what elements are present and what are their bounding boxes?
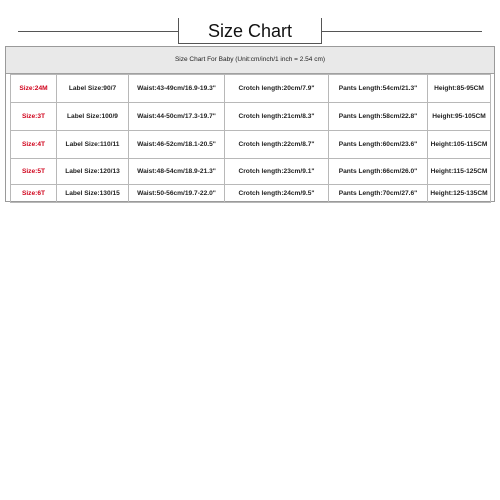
crotch-length-cell: Crotch length:23cm/9.1"	[225, 159, 329, 185]
waist-cell: Waist:48-54cm/18.9-21.3"	[129, 159, 225, 185]
size-table	[10, 74, 491, 203]
waist-cell: Waist:46-52cm/18.1-20.5"	[129, 131, 225, 159]
pants-length-cell: Pants Length:66cm/26.0"	[329, 159, 428, 185]
page-title: Size Chart	[178, 18, 322, 44]
table-caption: Size Chart For Baby (Unit:cm/inch/1 inch = 2.54 cm)	[6, 47, 494, 74]
label-size-cell: Label Size:90/7	[57, 75, 129, 103]
pants-length-cell: Pants Length:70cm/27.6"	[329, 185, 428, 203]
label-size-cell: Label Size:120/13	[57, 159, 129, 185]
size-table-container	[5, 46, 495, 202]
size-cell: Size:5T	[11, 159, 57, 185]
table-row	[11, 75, 491, 103]
height-cell: Height:95-105CM	[428, 103, 491, 131]
label-size-cell: Label Size:110/11	[57, 131, 129, 159]
header-rule-right	[322, 31, 482, 32]
height-cell: Height:115-125CM	[428, 159, 491, 185]
crotch-length-cell: Crotch length:21cm/8.3"	[225, 103, 329, 131]
size-cell: Size:6T	[11, 185, 57, 203]
pants-length-cell: Pants Length:60cm/23.6"	[329, 131, 428, 159]
label-size-cell: Label Size:130/15	[57, 185, 129, 203]
size-cell: Size:4T	[11, 131, 57, 159]
size-chart-header	[0, 18, 500, 46]
table-row	[11, 131, 491, 159]
height-cell: Height:105-115CM	[428, 131, 491, 159]
header-rule-left	[18, 31, 178, 32]
table-row	[11, 185, 491, 203]
waist-cell: Waist:44-50cm/17.3-19.7"	[129, 103, 225, 131]
table-row	[11, 103, 491, 131]
label-size-cell: Label Size:100/9	[57, 103, 129, 131]
height-cell: Height:125-135CM	[428, 185, 491, 203]
crotch-length-cell: Crotch length:22cm/8.7"	[225, 131, 329, 159]
table-row	[11, 159, 491, 185]
height-cell: Height:85-95CM	[428, 75, 491, 103]
crotch-length-cell: Crotch length:24cm/9.5"	[225, 185, 329, 203]
size-cell: Size:3T	[11, 103, 57, 131]
size-cell: Size:24M	[11, 75, 57, 103]
crotch-length-cell: Crotch length:20cm/7.9"	[225, 75, 329, 103]
waist-cell: Waist:43-49cm/16.9-19.3"	[129, 75, 225, 103]
pants-length-cell: Pants Length:58cm/22.8"	[329, 103, 428, 131]
waist-cell: Waist:50-56cm/19.7-22.0"	[129, 185, 225, 203]
pants-length-cell: Pants Length:54cm/21.3"	[329, 75, 428, 103]
